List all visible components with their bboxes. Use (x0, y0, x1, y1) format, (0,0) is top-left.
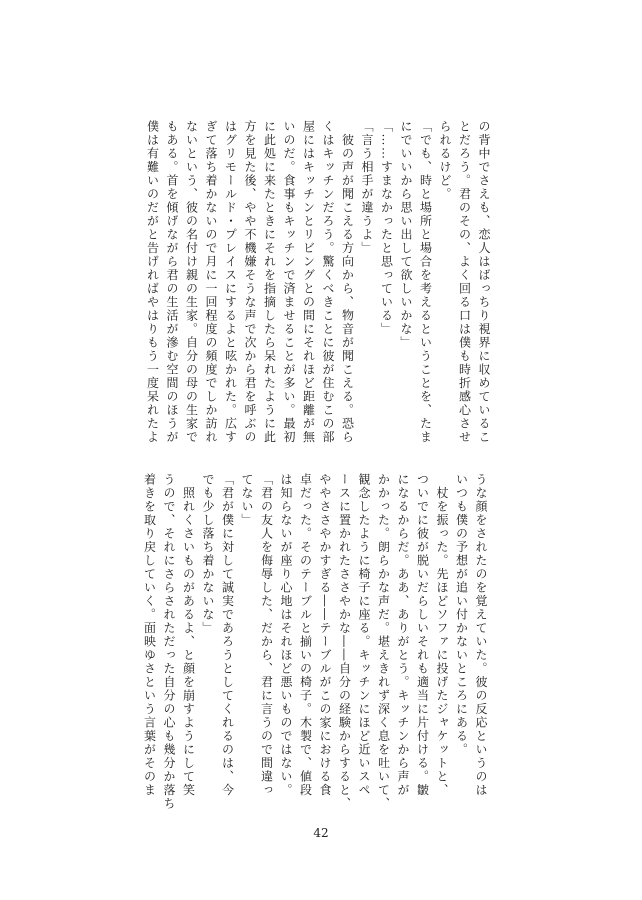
text-line: に此処に来たときにそれを指摘したら呆れたように此 (262, 120, 277, 444)
text-line: 彼の声が聞こえる方向から、物音が聞こえる。恐ら (340, 120, 355, 444)
text-line: にでいいから思い出して欲しいかな」 (399, 120, 413, 350)
text-line: いのだ。食事もキッチンで済ませることが多い。最初 (282, 120, 296, 444)
text-line: 観念したように椅子に座る。キッチンにほど近いスペ (357, 473, 371, 797)
text-line: 「……すまなかったと思っている」 (379, 120, 394, 336)
top-text-block (113, 120, 493, 444)
text-line: 卓だった。そのテーブルと揃いの椅子。木製で、値段 (298, 473, 313, 797)
text-line: られるけど。 (438, 120, 452, 201)
text-line: もある。首を傾げながら君の生活が滲む空間のほうが (165, 120, 179, 444)
text-line: ースに置かれたささやかな――自分の経験からすると、 (337, 473, 352, 811)
text-line: の背中でさえも、恋人はばっちり視界に収めているこ (477, 120, 491, 444)
text-line: 杖を振った。先ほどソファに投げたジャケットと、 (435, 473, 449, 797)
bottom-text-block (142, 473, 490, 811)
text-line: くはキッチンだろう。驚くべきことに彼が住むこの部 (321, 120, 335, 444)
text-line: 「言う相手が違うよ」 (360, 120, 374, 255)
text-line: うな顔をされたのを覚えていた。彼の反応というのは (474, 473, 488, 797)
text-line: ぎて落ち着かないので月に一回程度の頻度でしか訪れ (204, 120, 218, 444)
text-line: ついでに彼が脱いだらしいそれも適当に片付ける。皺 (415, 473, 430, 797)
text-line: 「君の友人を侮辱した、だから、君に言うので間違っ (259, 473, 274, 797)
text-line: 「でも、時と場所と場合を考えるということを、たま (418, 120, 433, 444)
text-line: でも少し落ち着かないな」 (201, 473, 215, 635)
text-line: 屋にはキッチンとリビングとの間にそれほど距離が無 (301, 120, 316, 444)
text-line: 方を見た後、やや不機嫌そうな声で次から君を呼ぶの (243, 120, 257, 444)
text-line: 僕は有難いのだがと告げればやはりもう一度呆れたよ (145, 120, 160, 444)
text-line: ややささやかすぎる――テーブルがこの家における食 (318, 473, 332, 797)
text-line: てない」 (240, 473, 254, 527)
text-line: 照れくさいものがあるよ、と顔を崩すようにして笑 (181, 473, 196, 797)
text-line: ないという、彼の名付け親の生家。自分の母の生家で (184, 120, 199, 444)
text-line: は知らないが座り心地はそれほど悪いものではない。 (279, 473, 293, 797)
page-number: 42 (313, 826, 329, 840)
text-line: うので、それにさらされただった自分の心も幾分か落ち (162, 473, 176, 811)
text-line: いつも僕の予想が追い付かないところにある。 (454, 473, 469, 757)
text-line: かかった。朗らかな声だ。堪えきれず深く息を吐いて、 (376, 473, 391, 811)
text-line: とだろう。君のその、よく回る口は僕も時折感心させ (457, 120, 472, 444)
text-line: になるからだ。ああ、ありがとう。キッチンから声が (396, 473, 410, 797)
text-line: 「君が僕に対して誠実であろうとしてくれるのは、今 (220, 473, 235, 797)
text-line: 着きを取り戻していく。面映ゆさという言葉がそのま (142, 473, 157, 797)
text-line: はグリモールド・プレイスにするよと呟かれた。広す (223, 120, 238, 444)
